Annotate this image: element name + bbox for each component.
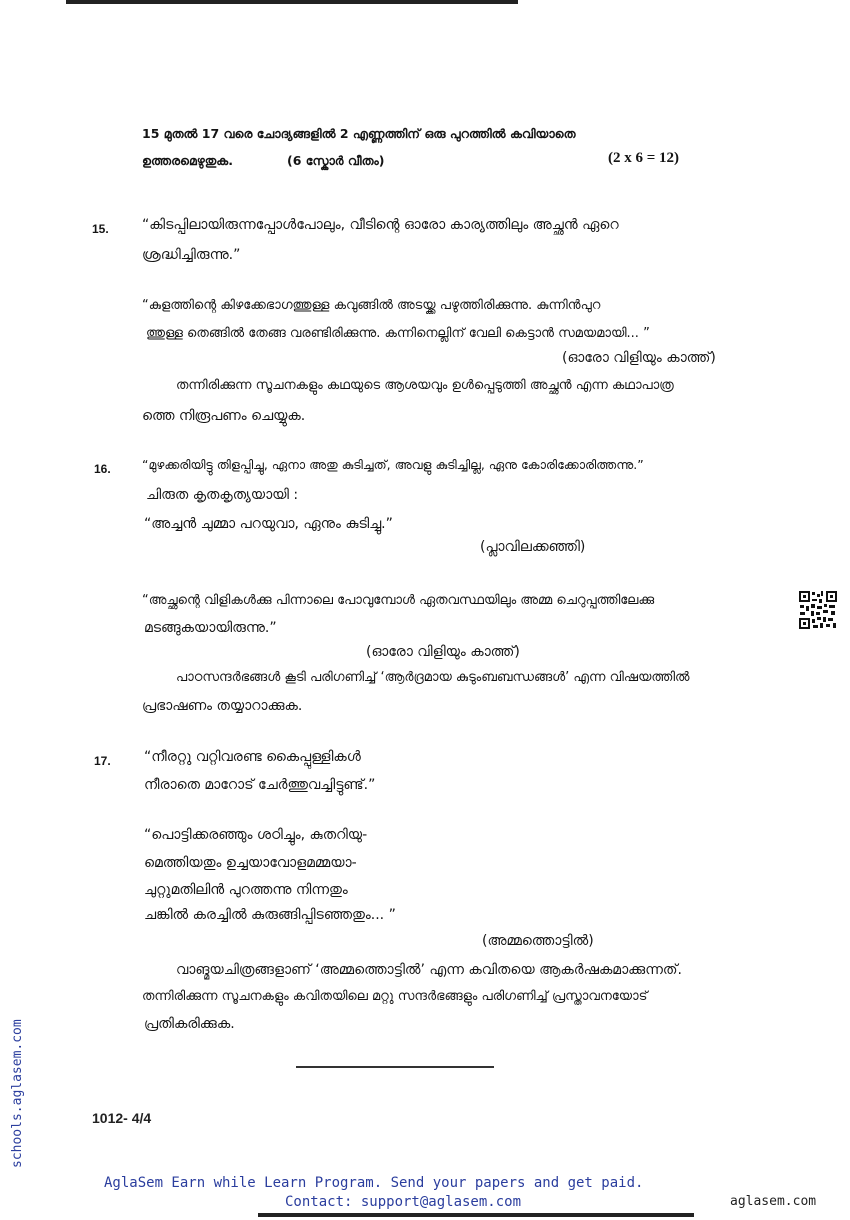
instruction-line-2: ഉത്തരമെഴുതുക.	[142, 153, 233, 168]
question-number-17: 17.	[94, 754, 111, 768]
top-border-line	[66, 0, 518, 4]
q16-task-line2: പ്രഭാഷണം തയ്യാറാക്കുക.	[142, 698, 303, 714]
q16-task-line1: പാഠസന്ദർഭങ്ങൾ കൂടി പരിഗണിച്ച് ‘ആർദ്രമായ കുടുംബബന്ധങ്ങൾ’ എന്ന വിഷയത്തിൽ	[176, 670, 690, 685]
q15-task-line1: തന്നിരിക്കുന്ന സൂചനകളും കഥയുടെ ആശയവും ഉൾപ്പെടുത്തി അച്ഛൻ എന്ന കഥാപാത്ര	[176, 378, 674, 393]
q17-quote1-line1: “നീരറ്റു വറ്റിവരണ്ട കൈപ്പുള്ളികൾ	[144, 749, 361, 765]
question-number-15: 15.	[92, 222, 109, 236]
bottom-border-line	[258, 1213, 694, 1217]
q16-quote2-line2: മടങ്ങുകയായിരുന്നു.”	[144, 620, 277, 636]
q16-source1: (പ്ലാവിലക്കഞ്ഞി)	[480, 539, 586, 555]
q15-quote1-line2: ശ്രദ്ധിച്ചിരുന്നു.”	[142, 247, 241, 263]
q17-source: (അമ്മത്തൊട്ടിൽ)	[482, 933, 594, 949]
site-link[interactable]: aglasem.com	[730, 1194, 817, 1209]
q17-poem-line3: ചുറ്റുമതിലിൻ പുറത്തന്നു നിന്നതും	[144, 882, 348, 898]
page-code: 1012- 4/4	[92, 1110, 152, 1126]
q16-quote1-line2: ചിരുത കൃതകൃത്യയായി :	[146, 487, 299, 503]
q16-quote2-line1: “അച്ഛന്റെ വിളികൾക്കു പിന്നാലെ പോവുമ്പോൾ ഏതവസ്ഥയിലും അമ്മ ചെറുപ്പത്തിലേക്കു	[142, 593, 655, 608]
instruction-line-1: 15 മുതൽ 17 വരെ ചോദ്യങ്ങളിൽ 2 എണ്ണത്തിന് ഒരു പുറത്തിൽ കവിയാതെ	[142, 126, 576, 141]
q15-quote2-line1: “കുളത്തിന്റെ കിഴക്കേഭാഗത്തുള്ള കവുങ്ങിൽ അടയ്ക്ക പഴുത്തിരിക്കുന്നു. കുന്നിൻപുറ	[142, 298, 601, 313]
promo-contact[interactable]: Contact: support@aglasem.com	[285, 1194, 522, 1210]
marks-total: (2 x 6 = 12)	[608, 150, 680, 166]
promo-line-1: AglaSem Earn while Learn Program. Send your papers and get paid.	[104, 1175, 644, 1191]
q17-poem-line1: “പൊട്ടിക്കരഞ്ഞും ശഠിച്ചും, കുതറിയു-	[144, 827, 368, 843]
q17-quote1-line2: നീരാതെ മാറോട് ചേർത്തുവച്ചിട്ടുണ്ട്.”	[144, 777, 376, 793]
q17-task-line2: തന്നിരിക്കുന്ന സൂചനകളും കവിതയിലെ മറ്റു സന്ദർഭങ്ങളും പരിഗണിച്ച് പ്രസ്താവനയോട്	[142, 989, 648, 1004]
score-note: (6 സ്കോർ വീതം)	[287, 153, 385, 168]
q17-task-line3: പ്രതികരിക്കുക.	[144, 1016, 235, 1032]
q15-task-line2: ത്തെ നിരൂപണം ചെയ്യുക.	[142, 408, 306, 424]
watermark-text: schools.aglasem.com	[10, 1019, 25, 1168]
end-rule	[296, 1066, 494, 1068]
qr-code-icon	[798, 590, 838, 630]
q17-poem-line4: ചങ്കിൽ കരച്ചിൽ കുരുങ്ങിപ്പിടഞ്ഞതും... ”	[144, 907, 396, 923]
q17-task-line1: വാങ്മയചിത്രങ്ങളാണ് ‘അമ്മത്തൊട്ടിൽ’ എന്ന കവിതയെ ആകർഷകമാക്കുന്നത്.	[176, 962, 682, 978]
q15-quote2-line2: ത്തുള്ള തെങ്ങിൽ തേങ്ങ വരണ്ടിരിക്കുന്നു. കന്നിനെല്ലിന് വേലി കെട്ടാൻ സമയമായി... ”	[146, 326, 650, 341]
q16-quote1-line1: “മുഴക്കരിയിട്ടു തിളപ്പിച്ചു, ഏനാ അതു കുടിച്ചത്, അവളു കുടിച്ചില്ല, ഏനു കോരിക്കോരിത്തന്നു.”	[142, 457, 644, 472]
q16-quote1-line3: “അച്ചൻ ചുമ്മാ പറയുവാ, ഏനും കുടിച്ചു.”	[144, 516, 393, 532]
side-watermark	[8, 1018, 32, 1168]
q16-source2: (ഓരോ വിളിയും കാത്ത്)	[366, 644, 520, 660]
q17-poem-line2: മെത്തിയതും ഉച്ചയാവോളമമ്മയാ-	[144, 855, 357, 871]
q15-source: (ഓരോ വിളിയും കാത്ത്)	[562, 350, 716, 366]
question-number-16: 16.	[94, 462, 111, 476]
q15-quote1-line1: “കിടപ്പിലായിരുന്നപ്പോൾപോലും, വീടിന്റെ ഓരോ കാര്യത്തിലും അച്ഛൻ ഏറെ	[142, 217, 619, 233]
